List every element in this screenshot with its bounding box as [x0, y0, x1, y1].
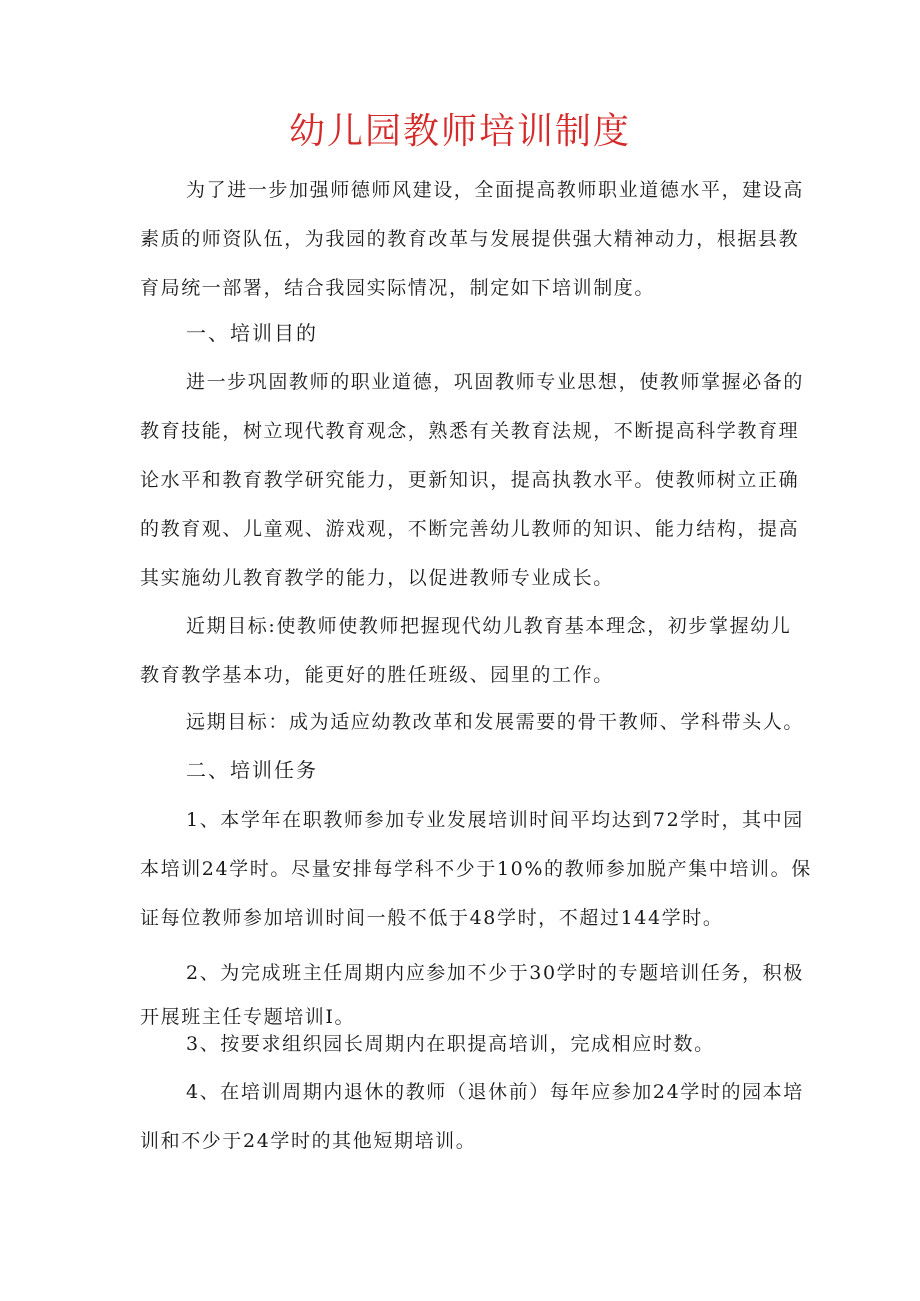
near-goal-paragraph — [140, 602, 800, 700]
task-line: 证每位教师参加培训时间一般不低于48学时，不超过144学时。 — [140, 907, 724, 929]
section1-line: 的教育观、儿童观、游戏观，不断完善幼儿教师的知识、能力结构，提高 — [140, 518, 800, 540]
near-goal-line: 教育教学基本功，能更好的胜任班级、园里的工作。 — [140, 664, 614, 686]
section1-heading: 一、培训目的 — [186, 321, 318, 345]
task-line: 本培训24学时。尽量安排每学科不少于10%的教师参加脱产集中培训。保 — [140, 858, 812, 880]
intro-line: 为了进一步加强师德师风建设，全面提高教师职业道德水平，建设高 — [186, 179, 805, 201]
document-title: 幼儿园教师培训制度 — [288, 111, 631, 152]
far-goal-paragraph — [140, 698, 805, 747]
section1-line: 教育技能，树立现代教育观念，熟悉有关教育法规，不断提高科学教育理 — [140, 420, 800, 442]
task-line: 开展班主任专题培训Ⅰ。 — [140, 1006, 356, 1028]
task-line: 3、按要求组织园长周期内在职提高培训，完成相应时数。 — [186, 1033, 715, 1055]
task-item-3 — [140, 1020, 800, 1069]
section1-line: 论水平和教育教学研究能力，更新知识，提高执教水平。使教师树立正确 — [140, 469, 800, 491]
intro-line: 育局统一部署，结合我园实际情况，制定如下培训制度。 — [140, 277, 656, 299]
task-line: 训和不少于24学时的其他短期培训。 — [140, 1130, 477, 1152]
task-line: 2、为完成班主任周期内应参加不少于30学时的专题培训任务，积极 — [186, 962, 804, 984]
section2-heading: 二、培训任务 — [186, 758, 318, 782]
intro-paragraph — [140, 166, 805, 313]
task-item-4 — [140, 1068, 804, 1166]
section1-body — [140, 358, 805, 603]
far-goal-line: 远期目标：成为适应幼教改革和发展需要的骨干教师、学科带头人。 — [186, 711, 805, 733]
task-item-1 — [140, 796, 812, 943]
section1-line: 进一步巩固教师的职业道德，巩固教师专业思想，使教师掌握必备的 — [186, 371, 805, 393]
intro-line: 素质的师资队伍，为我园的教育改革与发展提供强大精神动力，根据县教 — [140, 228, 800, 250]
task-line: 4、在培训周期内退休的教师（退休前）每年应参加24学时的园本培 — [186, 1081, 804, 1103]
near-goal-line: 近期目标:使教师使教师把握现代幼儿教育基本理念，初步掌握幼儿 — [186, 615, 792, 637]
task-line: 1、本学年在职教师参加专业发展培训时间平均达到72学时，其中园 — [186, 809, 804, 831]
section1-line: 其实施幼儿教育教学的能力，以促进教师专业成长。 — [140, 567, 614, 589]
